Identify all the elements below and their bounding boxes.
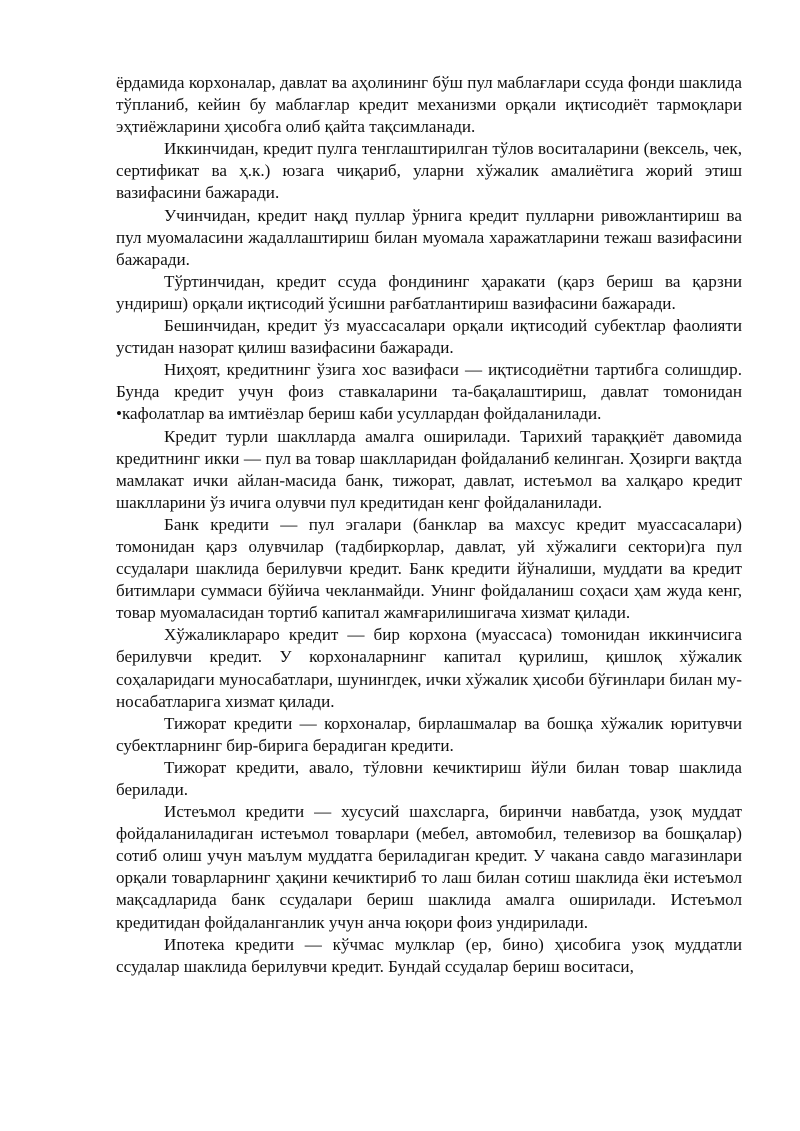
paragraph-commercial-credit-form: Тижорат кредити, авало, тўловни кечиктириш йўли билан товар шаклида берилади. xyxy=(116,757,742,799)
paragraph-consumer-credit: Истеъмол кредити — хусусий шахсларга, биринчи навбатда, узоқ муддат фойдаланиладиган истеъмол товарлари (мебел, автомобил, телевизор ва бошқалар) сотиб олиш учун маълум муддатга бериладиган кредит. У чакана савдо магазинлари орқали товарларнинг ҳақини кечиктириб то лаш билан сотиш шаклида ёки истеъмол мақсадларида банк ссудалари бериш шаклида амалга оширилади. Истеъмол кредитидан фойдаланганлик учун анча юқори фоиз ундирилади. xyxy=(116,802,742,932)
paragraph-regulation-function: Ниҳоят, кредитнинг ўзига хос вазифаси — иқтисодиётни тартибга солишдир. Бунда кредит учун фоиз ставкаларини та-бақалаштириш, давлат томонидан •кафолатлар ва имтиёзлар бериш каби усуллардан фойдаланилади. xyxy=(116,360,742,424)
paragraph-commercial-credit: Тижорат кредити — корхоналар, бирлашмалар ва бошқа хўжалик юритувчи субектларнинг бир-бирига берадиган кредити. xyxy=(116,713,742,755)
paragraph-continuation: ёрдамида корхоналар, давлат ва аҳолининг бўш пул маблағлари ссуда фонди шаклида тўпланиб, кейин бу маблағлар кредит механизми орқали иқтисодиёт тармоқлари эҳтиёжларини ҳисобга олиб қайта тақсимланади. xyxy=(116,73,742,137)
paragraph-mortgage-credit: Ипотека кредити — кўчмас мулклар (ер, бино) ҳисобига узоқ муддатли ссудалар шаклида берилувчи кредит. Бундай ссудалар бериш воситаси, xyxy=(116,934,742,976)
paragraph-third-function: Учинчидан, кредит нақд пуллар ўрнига кредит пулларни ривожлантириш ва пул муомаласини жадаллаштириш билан муомала харажатларини тежаш вазифасини бажаради. xyxy=(116,205,742,269)
paragraph-interfarm-credit: Хўжаликлараро кредит — бир корхона (муассаса) томонидан иккинчисига берилувчи кредит. У корхоналарнинг капитал қурилиш, қишлоқ хўжалик соҳаларидаги муносабатлари, шунингдек, ички хўжалик ҳисоби бўғинлари билан му-носабатларига хизмат қилади. xyxy=(116,625,742,711)
document-page xyxy=(116,72,742,978)
paragraph-fifth-function: Бешинчидан, кредит ўз муассасалари орқали иқтисодий субектлар фаолияти устидан назорат қилиш вазифасини бажаради. xyxy=(116,316,742,358)
paragraph-second-function: Иккинчидан, кредит пулга тенглаштирилган тўлов воситаларини (вексель, чек, сертификат ва ҳ.к.) юзага чиқариб, уларни хўжалик амалиётига жорий этиш вазифасини бажаради. xyxy=(116,139,742,203)
paragraph-bank-credit: Банк кредити — пул эгалари (банклар ва махсус кредит муассасалари) томонидан қарз олувчилар (тадбиркорлар, давлат, уй хўжалиги сектори)га пул ссудалари шаклида берилувчи кредит. Банк кредити йўналиши, муддати ва кредит битимлари суммаси бўйича чекланмайди. Унинг фойдаланиш соҳаси ҳам жуда кенг, товар муомаласидан тортиб капитал жамғарилишигача хизмат қилади. xyxy=(116,514,742,623)
paragraph-fourth-function: Тўртинчидан, кредит ссуда фондининг ҳаракати (қарз бериш ва қарзни ундириш) орқали иқтисодий ўсишни рағбатлантириш вазифасини бажаради. xyxy=(116,271,742,313)
paragraph-credit-forms: Кредит турли шаклларда амалга оширилади. Тарихий тараққиёт давомида кредитнинг икки — пул ва товар шаклларидан фойдаланиб келинган. Ҳозирги вақтда мамлакат ички айлан-масида банк, тижорат, давлат, истеъмол ва халқаро кредит шаклларини ўз ичига олувчи пул кредитидан кенг фойдаланилади. xyxy=(116,426,742,512)
